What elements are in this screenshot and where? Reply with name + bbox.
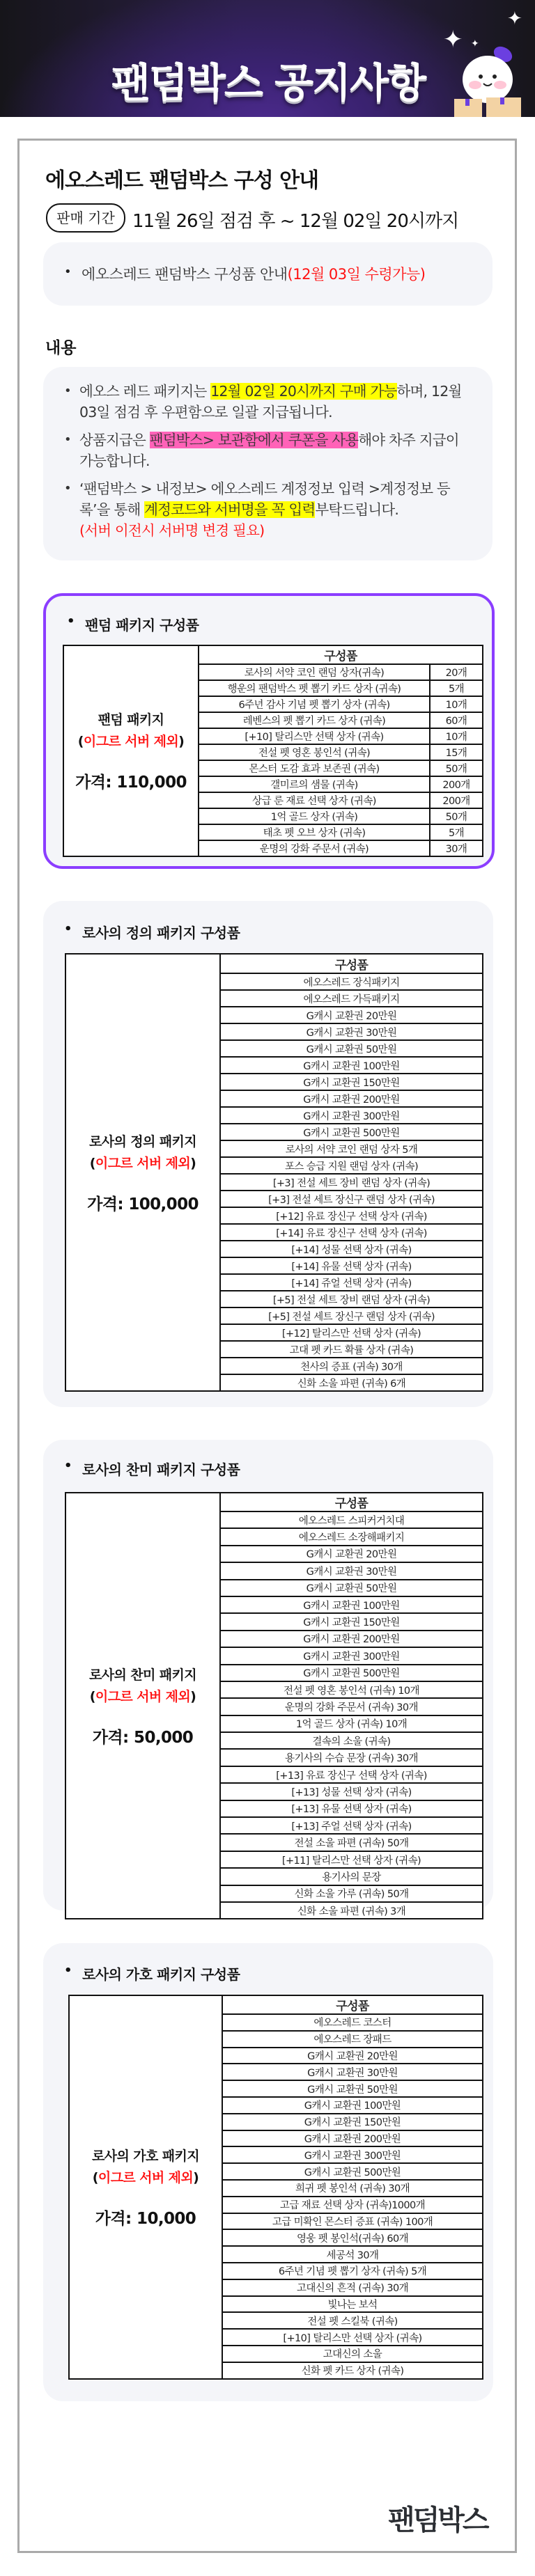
item-name-cell: 전설 소울 파편 (귀속) 50개 bbox=[220, 1834, 483, 1851]
sale-period-value: 11월 26일 점검 후 ~ 12월 02일 20시까지 bbox=[132, 211, 459, 232]
item-name-cell: G캐시 교환권 150만원 bbox=[220, 1613, 483, 1630]
item-name-cell: 갤미르의 샘물 (귀속) bbox=[199, 776, 430, 792]
notice-title: 에오스레드 팬덤박스 구성 안내 bbox=[45, 168, 319, 193]
item-qty-cell: 50개 bbox=[430, 808, 483, 824]
package-name: 로사의 찬미 패키지 bbox=[88, 1667, 197, 1683]
item-name-cell: 6주년 감사 기념 펫 뽑기 상자 (귀속) bbox=[199, 696, 430, 712]
note-red-text: (12월 03일 수령가능) bbox=[287, 266, 426, 283]
item-name-cell: [+14] 성물 선택 상자 (귀속) bbox=[220, 1241, 483, 1257]
warning-text: (서버 이전시 서버명 변경 필요) bbox=[79, 522, 265, 539]
content-item bbox=[64, 478, 470, 541]
highlight-text: 12월 02일 20시까지 구매 가능 bbox=[210, 383, 397, 400]
package-summary-cell bbox=[65, 954, 220, 1391]
item-text: 해야 차주 지급이 가능합니다. bbox=[79, 432, 459, 469]
item-name-cell: 용기사의 문장 bbox=[220, 1868, 483, 1885]
content-box bbox=[43, 367, 493, 560]
item-qty-cell: 30개 bbox=[430, 840, 483, 856]
content-heading: 내용 bbox=[45, 339, 77, 357]
item-name-cell: [+3] 전설 세트 장신구 랜덤 상자 (귀속) bbox=[220, 1191, 483, 1207]
content-item bbox=[64, 381, 470, 423]
package-exclusion-note: (이그르 서버 제외) bbox=[77, 734, 185, 749]
item-name-cell: 전설 펫 스킬북 (귀속) bbox=[222, 2312, 483, 2329]
exclusion-text: 이그르 서버 제외 bbox=[98, 2169, 194, 2185]
sparkle-icon: ✦ bbox=[507, 8, 522, 29]
item-name-cell: 전설 펫 영혼 봉인석 (귀속) 10개 bbox=[220, 1681, 483, 1698]
item-name-cell: 신화 펫 카드 상자 (귀속) bbox=[222, 2362, 483, 2379]
exclusion-text: 이그르 서버 제외 bbox=[95, 1155, 191, 1171]
item-qty-cell: 15개 bbox=[430, 744, 483, 760]
table-header-row bbox=[69, 1995, 483, 2014]
highlight-text: 계정코드와 서버명을 꼭 입력 bbox=[144, 501, 316, 518]
item-name-cell: [+10] 탈리스만 선택 상자 (귀속) bbox=[222, 2329, 483, 2346]
bullet-icon: • bbox=[64, 1459, 72, 1473]
item-name-cell: 신화 소울 파편 (귀속) 3개 bbox=[220, 1902, 483, 1919]
item-name-cell: 에오스레드 장패드 bbox=[222, 2031, 483, 2048]
item-name-cell: 로사의 서약 코인 랜덤 상자 5개 bbox=[220, 1140, 483, 1157]
package-exclusion-note: (이그르 서버 제외) bbox=[92, 2169, 199, 2185]
column-header: 구성품 bbox=[220, 954, 483, 973]
package-name: 로사의 가호 패키지 bbox=[91, 2148, 200, 2164]
item-name-cell: [+14] 유료 장신구 선택 상자 (귀속) bbox=[220, 1224, 483, 1241]
sparkle-icon: ✦ bbox=[443, 26, 463, 54]
content-item bbox=[64, 430, 470, 471]
item-name-cell: 운명의 강화 주문서 (귀속) bbox=[199, 840, 430, 856]
item-qty-cell: 10개 bbox=[430, 728, 483, 744]
item-qty-cell: 5개 bbox=[430, 824, 483, 840]
package-name: 로사의 정의 패키지 bbox=[88, 1133, 197, 1149]
note-label: 에오스레드 팬덤박스 구성품 안내 bbox=[82, 266, 288, 283]
sparkle-icon: ✦ bbox=[471, 38, 479, 49]
item-name-cell: G캐시 교환권 300만원 bbox=[222, 2146, 483, 2163]
package-title bbox=[64, 922, 240, 942]
item-name-cell: 희귀 펫 봉인석 (귀속) 30개 bbox=[222, 2180, 483, 2197]
column-header: 구성품 bbox=[222, 1995, 483, 2014]
item-name-cell: 고대 펫 카드 확률 상자 (귀속) bbox=[220, 1341, 483, 1358]
item-name-cell: 에오스레드 스피커거치대 bbox=[220, 1511, 483, 1528]
package-table bbox=[65, 1492, 483, 1919]
item-text: ‘팬덤박스 > 내정보> 에오스레드 계정정보 입력 >계정정보 등록’을 통해 bbox=[79, 480, 450, 518]
package-price: 가격: 50,000 bbox=[92, 1728, 194, 1747]
item-qty-cell: 200개 bbox=[430, 776, 483, 792]
item-name-cell: 로사의 서약 코인 랜덤 상자(귀속) bbox=[199, 664, 430, 680]
table-header-row bbox=[65, 1493, 483, 1511]
package-summary-cell bbox=[69, 1995, 222, 2379]
item-name-cell: 고대신의 흔적 (귀속) 30개 bbox=[222, 2279, 483, 2296]
item-name-cell: G캐시 교환권 20만원 bbox=[222, 2048, 483, 2064]
package-title bbox=[64, 1459, 240, 1479]
item-name-cell: 포스 승급 지원 랜덤 상자 (귀속) bbox=[220, 1157, 483, 1174]
item-qty-cell: 5개 bbox=[430, 680, 483, 696]
item-name-cell: G캐시 교환권 50만원 bbox=[222, 2080, 483, 2097]
package-title-text: 로사의 정의 패키지 구성품 bbox=[82, 925, 240, 941]
item-name-cell: G캐시 교환권 20만원 bbox=[220, 1007, 483, 1023]
bullet-icon: • bbox=[64, 922, 72, 936]
item-name-cell: G캐시 교환권 500만원 bbox=[220, 1665, 483, 1681]
item-name-cell: 레벤스의 펫 뽑기 카드 상자 (귀속) bbox=[199, 712, 430, 728]
banner-title: 팬덤박스 공지사항 bbox=[111, 59, 426, 107]
item-name-cell: G캐시 교환권 150만원 bbox=[220, 1074, 483, 1090]
package-exclusion-note: (이그르 서버 제외) bbox=[89, 1688, 196, 1704]
mascot-icon bbox=[454, 43, 524, 117]
package-card-justice bbox=[43, 901, 493, 1407]
item-name-cell: 행운의 팬덤박스 펫 뽑기 카드 상자 (귀속) bbox=[199, 680, 430, 696]
item-name-cell: [+5] 전설 세트 장신구 랜덤 상자 (귀속) bbox=[220, 1307, 483, 1324]
package-table bbox=[68, 1995, 483, 2380]
item-qty-cell: 60개 bbox=[430, 712, 483, 728]
table-header-row bbox=[63, 645, 483, 664]
item-name-cell: 고대신의 소울 bbox=[222, 2346, 483, 2362]
item-name-cell: 몬스터 도감 효과 보존권 (귀속) bbox=[199, 760, 430, 776]
item-name-cell: G캐시 교환권 300만원 bbox=[220, 1647, 483, 1664]
item-name-cell: 빛나는 보석 bbox=[222, 2296, 483, 2313]
package-card-praise bbox=[43, 1440, 493, 1917]
item-name-cell: G캐시 교환권 200만원 bbox=[220, 1631, 483, 1647]
package-price: 가격: 100,000 bbox=[87, 1195, 199, 1214]
item-name-cell: 에오스레드 가득패키지 bbox=[220, 990, 483, 1007]
package-price: 가격: 10,000 bbox=[95, 2209, 196, 2228]
item-name-cell: 에오스레드 소장해패키지 bbox=[220, 1528, 483, 1545]
item-name-cell: [+14] 쥬얼 선택 상자 (귀속) bbox=[220, 1274, 483, 1291]
item-text: 에오스 레드 패키지는 bbox=[79, 383, 211, 400]
package-title-text: 팬덤 패키지 구성품 bbox=[85, 617, 199, 634]
item-qty-cell: 20개 bbox=[430, 664, 483, 680]
item-name-cell: [+13] 유물 선택 상자 (귀속) bbox=[220, 1800, 483, 1817]
item-name-cell: G캐시 교환권 50만원 bbox=[220, 1580, 483, 1596]
package-title bbox=[67, 614, 199, 634]
item-name-cell: G캐시 교환권 30만원 bbox=[220, 1562, 483, 1579]
item-text: 하며, 12월 03일 점검 후 우편함으로 일괄 지급됩니다. bbox=[79, 383, 462, 421]
item-name-cell: G캐시 교환권 100만원 bbox=[220, 1057, 483, 1074]
item-name-cell: [+10] 탈리스만 선택 상자 (귀속) bbox=[199, 728, 430, 744]
item-name-cell: 상급 룬 재료 선택 상자 (귀속) bbox=[199, 792, 430, 808]
item-name-cell: G캐시 교환권 300만원 bbox=[220, 1107, 483, 1124]
package-title-text: 로사의 찬미 패키지 구성품 bbox=[82, 1461, 240, 1478]
item-name-cell: G캐시 교환권 150만원 bbox=[222, 2114, 483, 2130]
item-name-cell: [+13] 성물 선택 상자 (귀속) bbox=[220, 1783, 483, 1800]
item-name-cell: G캐시 교환권 100만원 bbox=[222, 2097, 483, 2114]
item-name-cell: [+12] 유료 장신구 선택 상자 (귀속) bbox=[220, 1207, 483, 1224]
bullet-icon: • bbox=[64, 432, 71, 447]
item-name-cell: [+11] 탈리스만 선택 상자 (귀속) bbox=[220, 1851, 483, 1868]
item-name-cell: 에오스레드 장식패키지 bbox=[220, 973, 483, 990]
exclusion-text: 이그르 서버 제외 bbox=[83, 734, 179, 749]
column-header: 구성품 bbox=[220, 1493, 483, 1511]
bullet-icon: • bbox=[67, 614, 75, 629]
item-name-cell: [+5] 전설 세트 장비 랜덤 상자 (귀속) bbox=[220, 1291, 483, 1307]
bullet-icon: • bbox=[64, 265, 72, 279]
package-title-text: 로사의 가호 패키지 구성품 bbox=[82, 1966, 240, 1983]
item-name-cell: [+14] 유물 선택 상자 (귀속) bbox=[220, 1257, 483, 1274]
bullet-icon: • bbox=[64, 1963, 72, 1978]
content-list bbox=[64, 381, 470, 548]
item-name-cell: [+13] 유료 장신구 선택 상자 (귀속) bbox=[220, 1766, 483, 1783]
sale-period-badge: 판매 기간 bbox=[46, 203, 125, 233]
note-box bbox=[43, 242, 493, 306]
package-name: 팬덤 패키지 bbox=[98, 712, 164, 728]
bullet-icon: • bbox=[64, 384, 71, 398]
item-text: 상품지급은 bbox=[79, 432, 150, 448]
item-name-cell: G캐시 교환권 200만원 bbox=[222, 2130, 483, 2147]
item-text: 부탁드립니다. bbox=[315, 501, 399, 518]
package-price: 가격: 110,000 bbox=[75, 773, 187, 792]
item-name-cell: G캐시 교환권 50만원 bbox=[220, 1040, 483, 1057]
package-summary-cell bbox=[65, 1493, 220, 1919]
item-name-cell: 영웅 펫 봉인석(귀속) 60개 bbox=[222, 2229, 483, 2246]
item-name-cell: G캐시 교환권 500만원 bbox=[222, 2163, 483, 2180]
item-name-cell: 세공석 30개 bbox=[222, 2246, 483, 2263]
item-name-cell: [+12] 탈리스만 선택 상자 (귀속) bbox=[220, 1324, 483, 1341]
package-table bbox=[65, 953, 483, 1392]
package-table bbox=[63, 645, 483, 857]
item-name-cell: 고급 재료 선택 상자 (귀속)1000개 bbox=[222, 2197, 483, 2213]
item-name-cell: 에오스레드 코스터 bbox=[222, 2014, 483, 2031]
item-qty-cell: 10개 bbox=[430, 696, 483, 712]
item-name-cell: 천사의 증표 (귀속) 30개 bbox=[220, 1358, 483, 1374]
item-qty-cell: 200개 bbox=[430, 792, 483, 808]
item-name-cell: G캐시 교환권 30만원 bbox=[220, 1023, 483, 1040]
item-name-cell: 신화 소울 파편 (귀속) 6개 bbox=[220, 1374, 483, 1391]
table-header-row bbox=[65, 954, 483, 973]
fandombox-logo: 팬덤박스 bbox=[388, 2504, 488, 2536]
item-name-cell: [+3] 전설 세트 장비 랜덤 상자 (귀속) bbox=[220, 1174, 483, 1191]
item-name-cell: 결속의 소울 (귀속) bbox=[220, 1732, 483, 1749]
package-exclusion-note: (이그르 서버 제외) bbox=[89, 1155, 196, 1171]
item-name-cell: G캐시 교환권 20만원 bbox=[220, 1546, 483, 1562]
item-name-cell: 고급 미확인 몬스터 증표 (귀속) 100개 bbox=[222, 2213, 483, 2230]
package-title bbox=[64, 1963, 240, 1984]
package-card-fandom bbox=[43, 593, 495, 869]
bullet-icon: • bbox=[64, 481, 71, 496]
item-name-cell: 1억 골드 상자 (귀속) 10개 bbox=[220, 1715, 483, 1732]
item-name-cell: 용기사의 수습 문장 (귀속) 30개 bbox=[220, 1749, 483, 1766]
item-name-cell: 운명의 강화 주문서 (귀속) 30개 bbox=[220, 1698, 483, 1715]
item-name-cell: G캐시 교환권 100만원 bbox=[220, 1596, 483, 1613]
item-name-cell: 신화 소울 가루 (귀속) 50개 bbox=[220, 1885, 483, 1902]
column-header: 구성품 bbox=[199, 645, 483, 664]
item-name-cell: G캐시 교환권 500만원 bbox=[220, 1124, 483, 1140]
item-name-cell: 태초 펫 오브 상자 (귀속) bbox=[199, 824, 430, 840]
item-name-cell: 6주년 기념 펫 뽑기 상자 (귀속) 5개 bbox=[222, 2263, 483, 2279]
item-name-cell: [+13] 주얼 선택 상자 (귀속) bbox=[220, 1817, 483, 1834]
item-name-cell: G캐시 교환권 30만원 bbox=[222, 2064, 483, 2080]
item-name-cell: 전설 펫 영혼 봉인석 (귀속) bbox=[199, 744, 430, 760]
note-text bbox=[82, 263, 425, 284]
highlight-text: 팬덤박스> 보관함에서 쿠폰을 사용 bbox=[149, 432, 359, 448]
item-name-cell: 1억 골드 상자 (귀속) bbox=[199, 808, 430, 824]
item-qty-cell: 50개 bbox=[430, 760, 483, 776]
notice-banner bbox=[0, 0, 535, 117]
item-name-cell: G캐시 교환권 200만원 bbox=[220, 1090, 483, 1107]
exclusion-text: 이그르 서버 제외 bbox=[95, 1688, 191, 1704]
package-card-protection bbox=[43, 1943, 493, 2401]
package-summary-cell bbox=[63, 645, 199, 856]
